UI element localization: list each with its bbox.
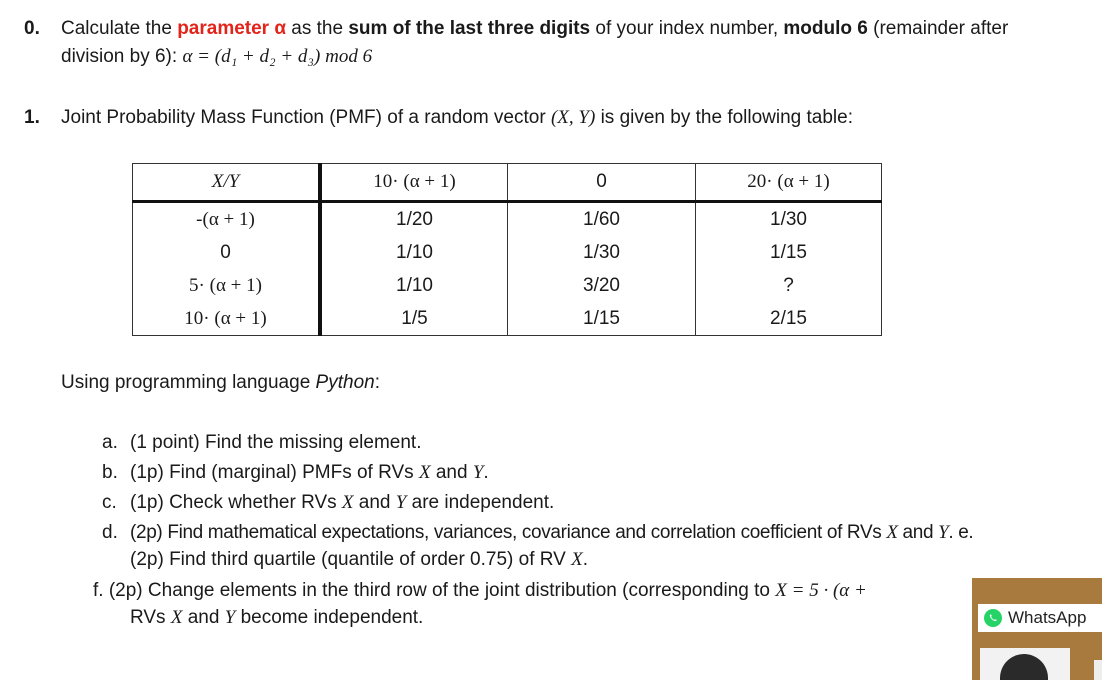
item-b-text-2: and — [430, 462, 473, 483]
python-text-1: Using programming language — [61, 372, 316, 393]
q1-text-1: Joint Probability Mass Function (PMF) of a random vector — [61, 107, 551, 128]
item-f-text-2: RVs — [130, 607, 171, 628]
q1-text-3: is given by the following table: — [595, 107, 854, 128]
question-0-line-1 — [61, 18, 1008, 40]
table-row-header: 10· (α + 1) — [133, 302, 321, 336]
table-cell: 1/15 — [696, 236, 882, 269]
item-f-text-3: and — [182, 607, 225, 628]
python-language-name: Python — [315, 372, 375, 393]
item-d-text-1: (2p) Find mathematical expectations, variances, covariance and correlation coefficient of RVs — [130, 522, 887, 543]
item-c-text-3: are independent. — [406, 492, 555, 513]
var-x: X — [886, 522, 898, 543]
table-cell: 1/60 — [508, 202, 696, 237]
python-text-3: : — [374, 372, 380, 393]
table-cell-missing: ? — [696, 269, 882, 302]
table-cell: 3/20 — [508, 269, 696, 302]
item-d-text-3: . e. — [948, 522, 974, 543]
var-y: Y — [472, 462, 484, 483]
item-b-text-1: (1p) Find (marginal) PMFs of RVs — [130, 462, 419, 483]
table-cell: 1/30 — [696, 202, 882, 237]
table-col-header: 0 — [508, 164, 696, 202]
table-cell: 1/10 — [320, 269, 508, 302]
table-row-header: -(α + 1) — [133, 202, 321, 237]
table-cell: 1/20 — [320, 202, 508, 237]
item-a-text: (1 point) Find the missing element. — [130, 432, 422, 453]
item-f-text-4: become independent. — [235, 607, 424, 628]
table-cell: 2/15 — [696, 302, 882, 336]
q0-parameter-highlight: parameter α — [177, 18, 287, 39]
q0-formula: α = (d₁ + d₂ + d₃) mod 6 — [182, 46, 373, 67]
python-instruction — [61, 372, 380, 394]
q0-text-division: division by 6): — [61, 46, 183, 67]
avatar-silhouette — [1000, 654, 1048, 680]
question-1-number: 1. — [24, 107, 40, 128]
var-x: X — [170, 607, 183, 628]
table-row-header: 0 — [133, 236, 321, 269]
table-cell: 1/5 — [320, 302, 508, 336]
question-0-line-2 — [61, 46, 372, 68]
table-row — [133, 302, 882, 336]
item-e-text — [130, 549, 588, 571]
table-cell: 1/30 — [508, 236, 696, 269]
item-b-text-3: . — [483, 462, 489, 483]
item-b-text — [130, 462, 489, 484]
var-y: Y — [395, 492, 407, 513]
item-f-text-line-2 — [130, 607, 423, 629]
item-f-text-line-1 — [93, 580, 867, 602]
q0-text-3: as the — [286, 18, 349, 39]
item-d-text-2: and — [897, 522, 939, 543]
var-x: X — [418, 462, 431, 483]
item-d-text-line-1 — [130, 522, 973, 544]
item-d-label: d. — [102, 522, 118, 543]
item-e-text-1: (2p) Find third quartile (quantile of order 0.75) of RV — [130, 549, 572, 570]
table-row — [133, 269, 882, 302]
q0-text-5: of your index number, — [590, 18, 784, 39]
table-row — [133, 236, 882, 269]
item-b-label: b. — [102, 462, 118, 483]
question-0-number: 0. — [24, 18, 40, 39]
table-header-row — [133, 164, 882, 202]
q0-modulo-bold: modulo 6 — [783, 18, 868, 39]
item-c-text-1: (1p) Check whether RVs — [130, 492, 342, 513]
table-row — [133, 202, 882, 237]
q0-sum-bold: sum of the last three digits — [348, 18, 591, 39]
table-corner-cell: X/Y — [133, 164, 321, 202]
whatsapp-label: WhatsApp — [1008, 608, 1087, 627]
table-cell: 1/10 — [320, 236, 508, 269]
item-c-label: c. — [102, 492, 117, 513]
item-c-text-2: and — [353, 492, 396, 513]
item-e-text-2: . — [582, 549, 588, 570]
table-col-header: 10· (α + 1) — [320, 164, 508, 202]
var-y: Y — [938, 522, 949, 543]
whatsapp-button[interactable] — [978, 604, 1102, 632]
pmf-table — [132, 163, 882, 336]
whatsapp-icon — [984, 609, 1002, 627]
question-1-text — [61, 107, 853, 129]
q0-text-7: (remainder after — [867, 18, 1009, 39]
var-y: Y — [224, 607, 236, 628]
item-f-text-1: f. (2p) Change elements in the third row of the joint distribution (corresponding to — [93, 580, 776, 601]
table-col-header: 20· (α + 1) — [696, 164, 882, 202]
q1-random-vector: (X, Y) — [550, 107, 596, 128]
q0-text-1: Calculate the — [61, 18, 178, 39]
item-a-label: a. — [102, 432, 118, 453]
var-x: X — [571, 549, 583, 570]
var-x: X — [341, 492, 354, 513]
item-f-formula: X = 5 · (α + — [775, 580, 867, 601]
contact-avatar[interactable] — [980, 648, 1070, 680]
item-c-text — [130, 492, 554, 514]
table-cell: 1/15 — [508, 302, 696, 336]
table-row-header: 5· (α + 1) — [133, 269, 321, 302]
widget-edge — [1094, 660, 1102, 680]
